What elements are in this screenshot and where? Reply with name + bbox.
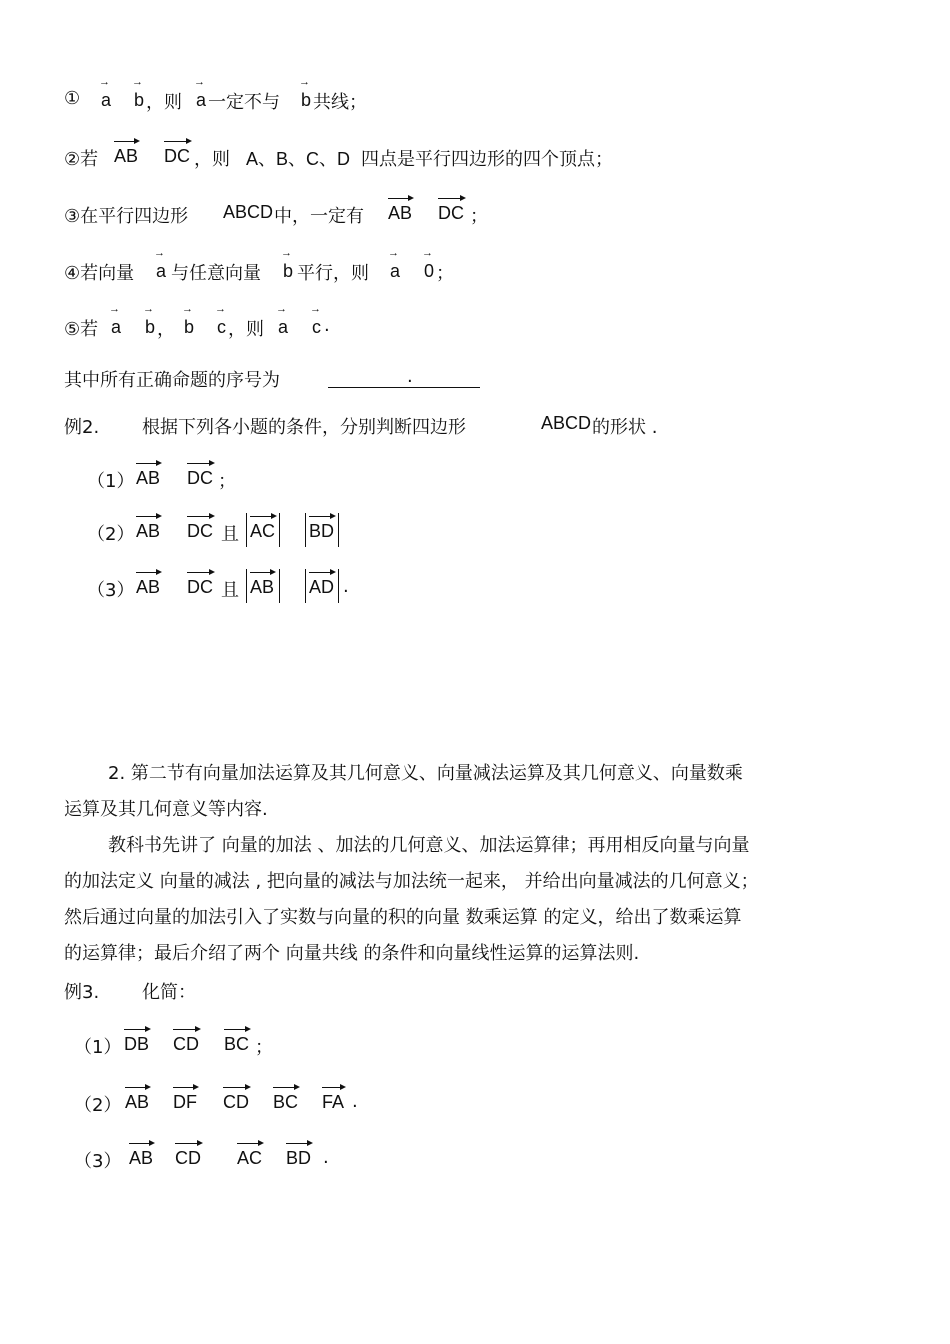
vector-ab: AB xyxy=(129,1148,154,1168)
abs-bar xyxy=(305,513,306,547)
paragraph-line: 然后通过向量的加法引入了实数与向量的积的向量 数乘运算 的定义，给出了数乘运算 xyxy=(64,907,742,928)
abs-bar xyxy=(246,569,247,603)
vector-a: → a xyxy=(101,90,111,111)
vector-c: → c xyxy=(217,317,226,338)
vector-b: → b xyxy=(301,90,311,111)
vector-ab: AB xyxy=(136,577,161,597)
text: ④若向量 xyxy=(64,263,135,284)
vector-a: → a xyxy=(196,90,206,111)
text: ； xyxy=(470,206,488,227)
vector-c: → c xyxy=(312,317,321,338)
circled-1: ① xyxy=(64,88,81,109)
vector-ab: AB xyxy=(136,468,161,488)
blank-dot: . xyxy=(407,366,413,387)
item-number: （1） xyxy=(74,1037,122,1058)
vector-df: DF xyxy=(173,1092,197,1112)
vector-ab: AB xyxy=(250,577,275,597)
abs-bar xyxy=(338,513,339,547)
question: 其中所有正确命题的序号为 xyxy=(64,370,280,391)
example-label: 例3. xyxy=(64,982,100,1003)
item-number: （2） xyxy=(74,1095,122,1116)
vector-a: → a xyxy=(156,261,166,282)
vector-cd: CD xyxy=(223,1092,249,1112)
example-label: 例2. xyxy=(64,417,100,438)
item-number: （3） xyxy=(74,1151,122,1172)
points: A、B、C、D xyxy=(246,149,351,169)
vector-db: DB xyxy=(124,1034,150,1054)
vector-a: → a xyxy=(111,317,121,338)
vector-ab: AB xyxy=(136,521,161,541)
vector-ac: AC xyxy=(250,521,276,541)
vector-cd: CD xyxy=(173,1034,199,1054)
vector-dc: DC xyxy=(164,146,190,166)
paragraph-line: 运算及其几何意义等内容. xyxy=(64,799,268,820)
text: . xyxy=(323,1147,329,1168)
item-number: （2） xyxy=(87,524,135,545)
example-text: 根据下列各小题的条件，分别判断四边形 xyxy=(142,417,466,438)
example-text: 化简： xyxy=(142,982,196,1003)
abs-bar xyxy=(338,569,339,603)
text: . xyxy=(324,315,330,336)
text: . xyxy=(343,576,349,597)
figure-name: ABCD xyxy=(223,202,274,222)
example-text: 的形状 . xyxy=(592,417,658,438)
vector-b: → b xyxy=(283,261,293,282)
text: ，则 xyxy=(228,319,264,340)
text: ，则 xyxy=(194,149,230,170)
paragraph-line: 的运算律；最后介绍了两个 向量共线 的条件和向量线性运算的运算法则. xyxy=(64,943,640,964)
item-number: （3） xyxy=(87,580,135,601)
text: ， xyxy=(157,319,175,340)
text: 且 xyxy=(221,580,239,601)
text: 中，一定有 xyxy=(274,206,364,227)
text: 平行，则 xyxy=(297,263,369,284)
vector-bd: BD xyxy=(309,521,335,541)
paragraph-line: 的加法定义 向量的减法 , 把向量的减法与加法统一起来， 并给出向量减法的几何意义； xyxy=(64,871,759,892)
vector-fa: FA xyxy=(322,1092,345,1112)
abs-bar xyxy=(279,569,280,603)
vector-dc: DC xyxy=(187,577,213,597)
vector-a: → a xyxy=(278,317,288,338)
vector-ad: AD xyxy=(309,577,335,597)
text: 一定不与 xyxy=(208,92,280,113)
text: ⑤若 xyxy=(64,319,99,340)
answer-blank xyxy=(328,387,480,388)
vector-dc: DC xyxy=(438,203,464,223)
text: ②若 xyxy=(64,149,99,170)
figure-name: ABCD xyxy=(541,413,592,433)
text: . xyxy=(352,1091,358,1112)
vector-a: → a xyxy=(390,261,400,282)
abs-bar xyxy=(246,513,247,547)
abs-bar xyxy=(305,569,306,603)
vector-ab: AB xyxy=(125,1092,150,1112)
vector-ab: AB xyxy=(114,146,139,166)
vector-b: → b xyxy=(145,317,155,338)
vector-bd: BD xyxy=(286,1148,312,1168)
item-number: （1） xyxy=(87,471,135,492)
vector-b: → b xyxy=(134,90,144,111)
text: ； xyxy=(436,263,454,284)
vector-ab: AB xyxy=(388,203,413,223)
vector-b: → b xyxy=(184,317,194,338)
vector-dc: DC xyxy=(187,468,213,488)
text: ，则 xyxy=(146,92,182,113)
paragraph-line: 教科书先讲了 向量的加法 、加法的几何意义、加法运算律；再用相反向量与向量 xyxy=(108,835,750,856)
text: 且 xyxy=(221,524,239,545)
text: 与任意向量 xyxy=(171,263,261,284)
vector-cd: CD xyxy=(175,1148,201,1168)
vector-bc: BC xyxy=(224,1034,250,1054)
vector-dc: DC xyxy=(187,521,213,541)
text: ； xyxy=(218,471,236,492)
vector-bc: BC xyxy=(273,1092,299,1112)
zero-vector: → 0 xyxy=(424,261,434,282)
abs-bar xyxy=(279,513,280,547)
text: ③在平行四边形 xyxy=(64,206,189,227)
vector-ac: AC xyxy=(237,1148,263,1168)
paragraph-line: 2. 第二节有向量加法运算及其几何意义、向量减法运算及其几何意义、向量数乘 xyxy=(108,763,743,784)
text: 四点是平行四边形的四个顶点； xyxy=(361,149,613,170)
text: 共线； xyxy=(313,92,367,113)
text: ； xyxy=(255,1037,273,1058)
